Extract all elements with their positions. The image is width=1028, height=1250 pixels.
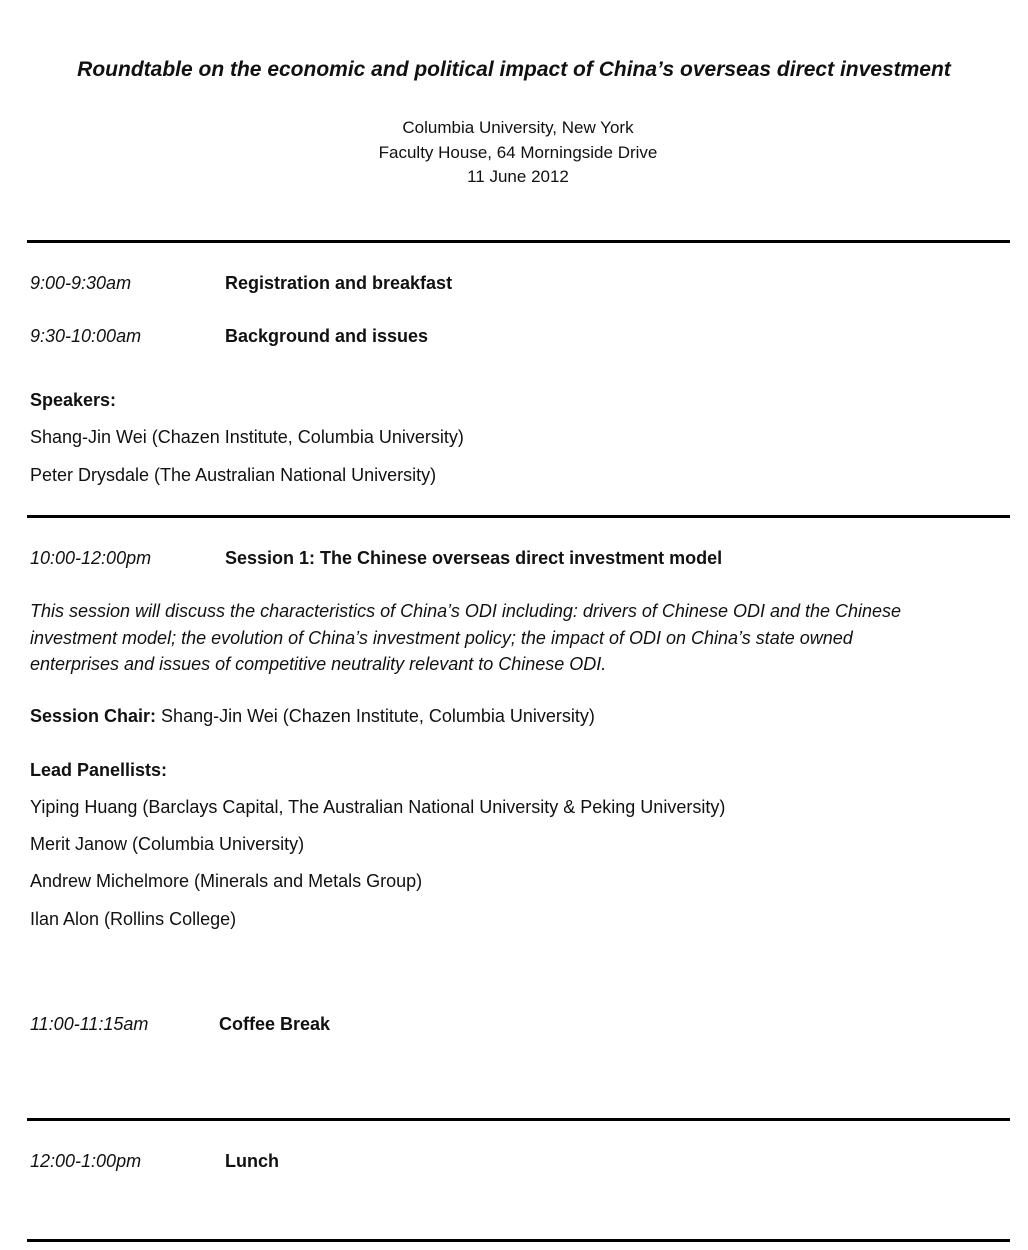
panellist-item: Ilan Alon (Rollins College): [30, 909, 237, 929]
session-chair: [30, 706, 595, 727]
event-date: 11 June 2012: [467, 167, 569, 186]
speaker-item: Peter Drysdale (The Australian National University): [30, 465, 437, 485]
description-line: This session will discuss the characteristics of China’s ODI including: drivers of Chinese ODI and the Chinese: [30, 601, 902, 621]
section-divider: [27, 1239, 1010, 1242]
panellist-item: Yiping Huang (Barclays Capital, The Australian National University & Peking University): [30, 797, 726, 817]
section-divider: [27, 515, 1010, 518]
background-time: 9:30-10:00am: [30, 326, 142, 346]
speakers-heading: Speakers:: [30, 390, 117, 410]
lunch-title: Lunch: [225, 1151, 279, 1171]
session-chair-label: Session Chair:: [30, 706, 157, 726]
panellist-item: Merit Janow (Columbia University): [30, 834, 305, 854]
session-chair-name: Shang-Jin Wei (Chazen Institute, Columbia University): [156, 706, 595, 726]
registration-time: 9:00-9:30am: [30, 273, 132, 293]
lunch-time: 12:00-1:00pm: [30, 1151, 142, 1171]
section-divider: [27, 1118, 1010, 1121]
description-line: enterprises and issues of competitive neutrality relevant to Chinese ODI.: [30, 654, 607, 674]
coffee-time: 11:00-11:15am: [30, 1014, 149, 1034]
session1-title: Session 1: The Chinese overseas direct investment model: [225, 548, 723, 568]
coffee-title: Coffee Break: [219, 1014, 331, 1034]
background-title: Background and issues: [225, 326, 429, 346]
panellists-heading: Lead Panellists:: [30, 760, 168, 780]
description-line: investment model; the evolution of China’s investment policy; the impact of ODI on China’s state owned: [30, 627, 853, 648]
speaker-item: Shang-Jin Wei (Chazen Institute, Columbia University): [30, 427, 464, 447]
section-divider: [27, 240, 1010, 243]
panellist-item: Andrew Michelmore (Minerals and Metals Group): [30, 871, 423, 891]
document-title: Roundtable on the economic and political impact of China’s overseas direct investment: [77, 58, 951, 81]
venue-location: Columbia University, New York: [402, 118, 634, 137]
session1-time: 10:00-12:00pm: [30, 548, 152, 568]
registration-title: Registration and breakfast: [225, 273, 453, 293]
venue-address: Faculty House, 64 Morningside Drive: [378, 143, 658, 162]
session1-description: [30, 598, 990, 678]
